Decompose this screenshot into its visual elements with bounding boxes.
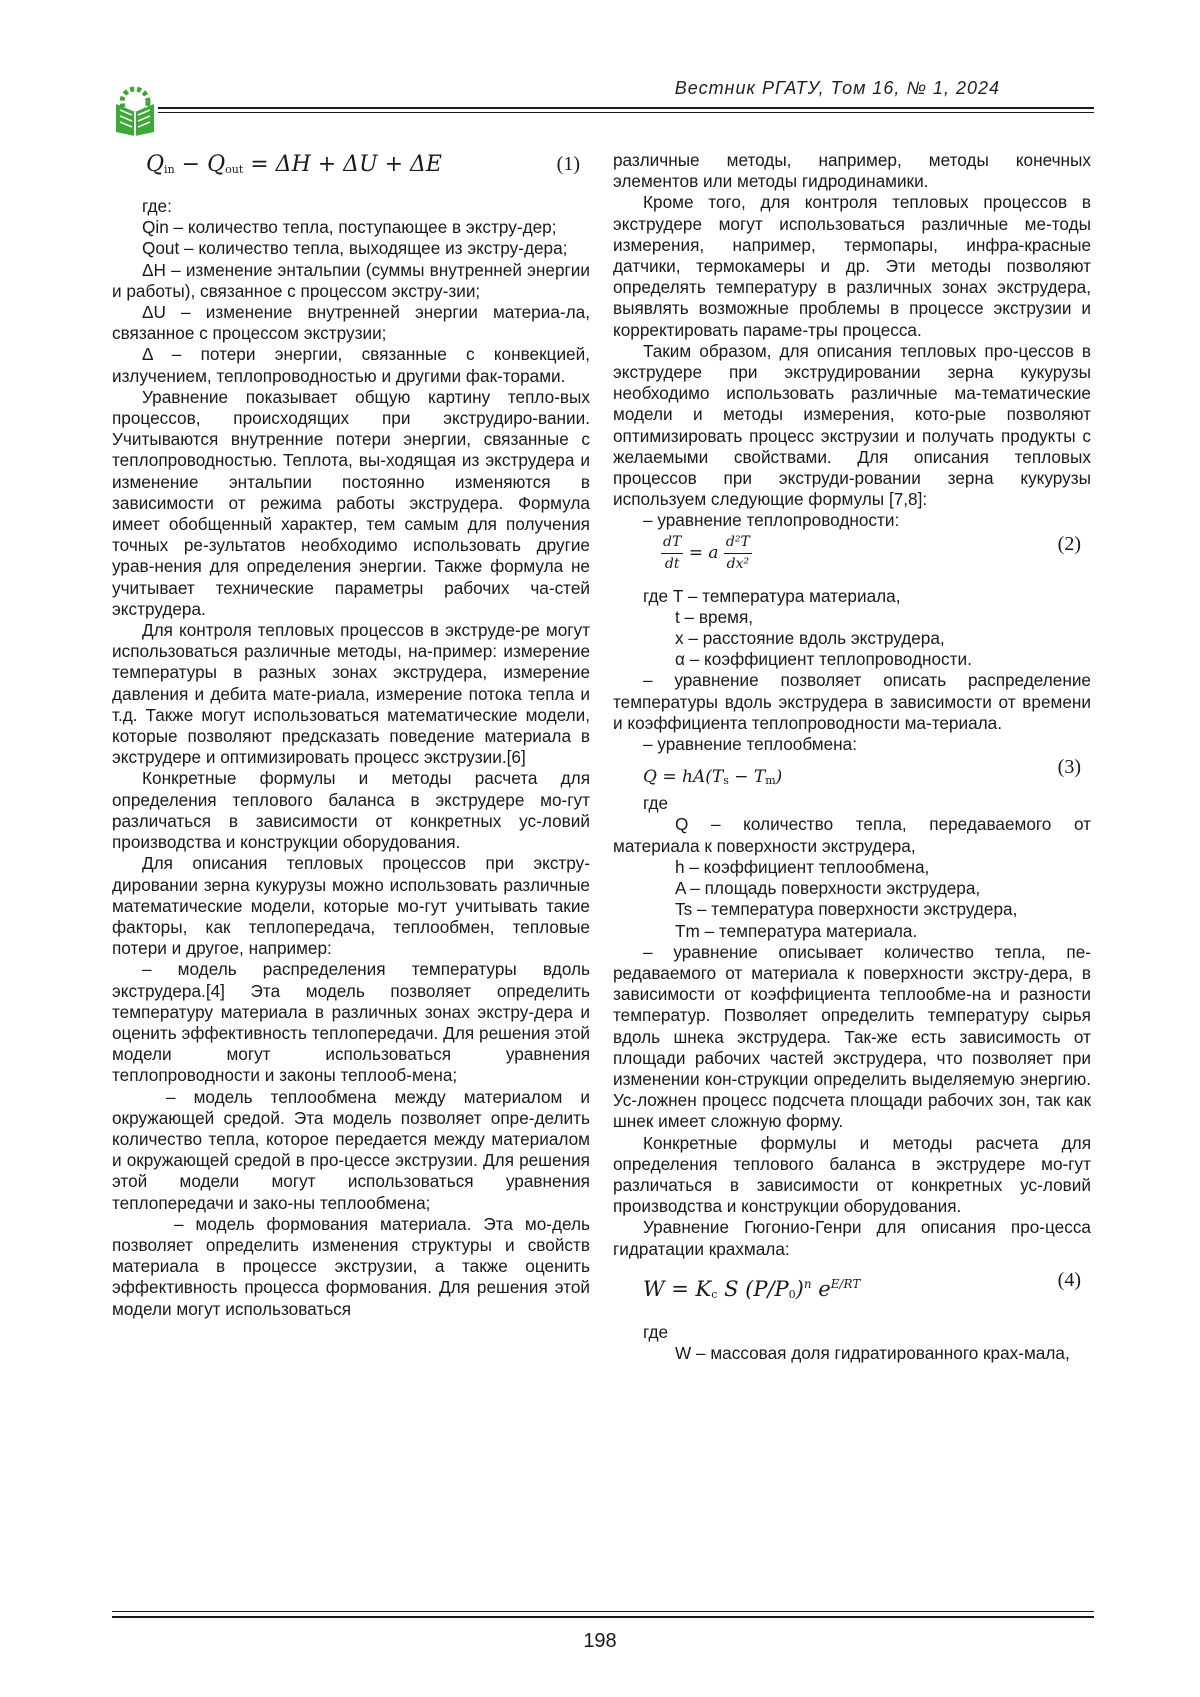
equation-number: (4) <box>1057 1268 1081 1291</box>
paragraph: где <box>643 1321 669 1342</box>
equation-number: (1) <box>556 153 580 175</box>
paragraph: – уравнение позволяет описать распределение температуры вдоль экструдера в зависимости от времени и коэффициента теплопроводности ма-териала. <box>613 670 1091 733</box>
paragraph: Таким образом, для описания тепловых про-цессов в экструдере при экструдировании зерна кукурузы необходимо использовать различные ма-тематические модели и методы измерения, кото-рые позволяют оптимизировать процесс экструзии и получать продукты с желаемыми свойствами. Для описания тепловых процессов при экструди-ровании зерна кукурузы используем следующие формулы [7,8]: <box>613 340 1091 510</box>
paragraph: – уравнение теплообмена: <box>643 734 858 755</box>
paragraph: W – массовая доля гидратированного крах-мала, <box>675 1342 1070 1363</box>
paragraph: – модель распределения температуры вдоль экструдера.[4] Эта модель позволяет определить температуру материала в различных зонах экстру-дера и оценить эффективность теплопередачи. Для решения этой модели могут использоваться уравнения теплопроводности и законы теплооб-мена; <box>112 959 590 1086</box>
paragraph: Уравнение Гюгонио-Генри для описания про-цесса гидратации крахмала: <box>613 1217 1091 1259</box>
paragraph: Δ – потери энергии, связанные с конвекцией, излучением, теплопроводностью и другими фак-торами. <box>112 344 590 386</box>
paragraph: Qin – количество тепла, поступающее в экстру-дер; <box>142 217 557 238</box>
paragraph: – уравнение теплопроводности: <box>643 510 900 531</box>
footer-rule-thin <box>112 1611 1094 1612</box>
footer-rule <box>112 1616 1094 1618</box>
paragraph: – модель теплообмена между материалом и окружающей средой. Эта модель позволяет опре-делить количество тепла, которое передается между материалом и окружающей средой в про-цессе экструзии. Для решения этой модели могут использоваться уравнения теплопередачи и зако-ны теплообмена; <box>112 1086 590 1213</box>
paragraph: Q – количество тепла, передаваемого от материала к поверхности экструдера, <box>613 814 1091 856</box>
equation-number: (3) <box>1057 756 1081 779</box>
equation-2: $\frac{dT}{dt}$ = a $\frac{\text{d²T}}{\text{dx²}}$ (2) <box>663 532 1081 572</box>
equation-3: Q = hA(Ts − Tm) (3) <box>643 756 1081 788</box>
paragraph: Tm – температура материала. <box>675 920 918 941</box>
paragraph: различные методы, например, методы конечных элементов или методы гидродинамики. <box>613 150 1091 192</box>
header-rule-thin <box>158 112 1094 113</box>
equation-1: Qin − Qout = ΔH + ΔU + ΔE (1) <box>146 152 580 177</box>
page-number: 198 <box>583 1630 617 1652</box>
left-column <box>112 150 590 1320</box>
right-column <box>613 150 1091 1364</box>
paragraph: где: <box>142 196 172 216</box>
paragraph: ΔU – изменение внутренней энергии материа-ла, связанное с процессом экструзии; <box>112 302 590 344</box>
paragraph: где T – температура материала, <box>643 585 901 606</box>
paragraph: Уравнение показывает общую картину тепло-вых процессов, происходящих при экструдиро-вании. Учитываются внутренние потери энергии, связанные с теплопроводностью. Теплота, вы-ходящая из экструдера и изменение энтальпии постоянно изменяются в зависимости от режима работы экструдера. Формула имеет обобщенный характер, тем самым для получения точных ре-зультатов необходимо использовать другие урав-нения для определения энергии. Также формула не учитывает технические параметры рабочих ча-стей экструдера. <box>112 386 590 619</box>
paragraph: h – коэффициент теплообмена, <box>675 856 930 877</box>
paragraph: Qout – количество тепла, выходящее из экстру-дера; <box>142 238 568 259</box>
paragraph: Конкретные формулы и методы расчета для определения теплового баланса в экструдере мо-гут различаться в зависимости от конкретных ус-ловий производства и конструкции оборудования. <box>112 768 590 853</box>
equation-number: (2) <box>1057 532 1081 555</box>
paragraph: где <box>643 793 669 814</box>
header-rule <box>158 107 1094 109</box>
paragraph: α – коэффициент теплопроводности. <box>675 649 972 670</box>
paragraph: ΔH – изменение энтальпии (суммы внутренней энергии и работы), связанное с процессом экстру-зии; <box>112 259 590 301</box>
journal-title: Вестник РГАТУ, Том 16, № 1, 2024 <box>674 78 1000 98</box>
paragraph: Для контроля тепловых процессов в экструде-ре могут использоваться различные методы, на-пример: измерение температуры в разных зонах экструдера, измерение давления и дебита мате-риала, измерение потока тепла и т.д. Также могут использоваться математические модели, которые позволяют предсказать поведение материала в экструдере и оптимизировать процесс экструзии.[6] <box>112 620 590 768</box>
paragraph: Для описания тепловых процессов при экстру-дировании зерна кукурузы можно использовать различные математические модели, которые мо-гут учитывать такие факторы, как теплопередача, теплообмен, тепловые потери и другое, например: <box>112 853 590 959</box>
paragraph: A – площадь поверхности экструдера, <box>675 878 981 899</box>
paragraph: – модель формования материала. Эта мо-дель позволяет определить изменения структуры и свойств материала в процессе экструзии, а также оценить эффективность процесса формования. Для решения этой модели могут использоваться <box>112 1213 590 1319</box>
gear-book-icon <box>112 84 158 136</box>
equation-4: W = Kc S $(P/P0)^n$ $e^{E/RT}$ (4) <box>643 1268 1081 1301</box>
paragraph: Ts – температура поверхности экструдера, <box>675 899 1018 920</box>
paragraph: – уравнение описывает количество тепла, пе-редаваемого от материала к поверхности экстру-дера, в зависимости от коэффициента теплообме-на и разности температур. Позволяет определить температуру сырья вдоль шнека экструдера. Так-же есть зависимость от площади рабочих частей экструдера, что позволяет при изменении кон-струкции определить выделяемую энергию. Ус-ложнен процесс подсчета площади рабочих зон, так как шнек имеет сложную форму. <box>613 941 1091 1132</box>
paragraph: Кроме того, для контроля тепловых процессов в экструдере могут использоваться различные ме-тоды измерения, например, термопары, инфра-красные датчики, термокамеры и др. Эти методы позволяют определять температуру в различных зонах экструдера, выявлять возможные проблемы в процессе экструзии и корректировать параме-тры процесса. <box>613 192 1091 340</box>
paragraph: Конкретные формулы и методы расчета для определения теплового баланса в экструдере мо-гут различаться в зависимости от конкретных ус-ловий производства и конструкции оборудования. <box>613 1132 1091 1217</box>
paragraph: t – время, <box>675 606 754 627</box>
paragraph: x – расстояние вдоль экструдера, <box>675 628 945 649</box>
